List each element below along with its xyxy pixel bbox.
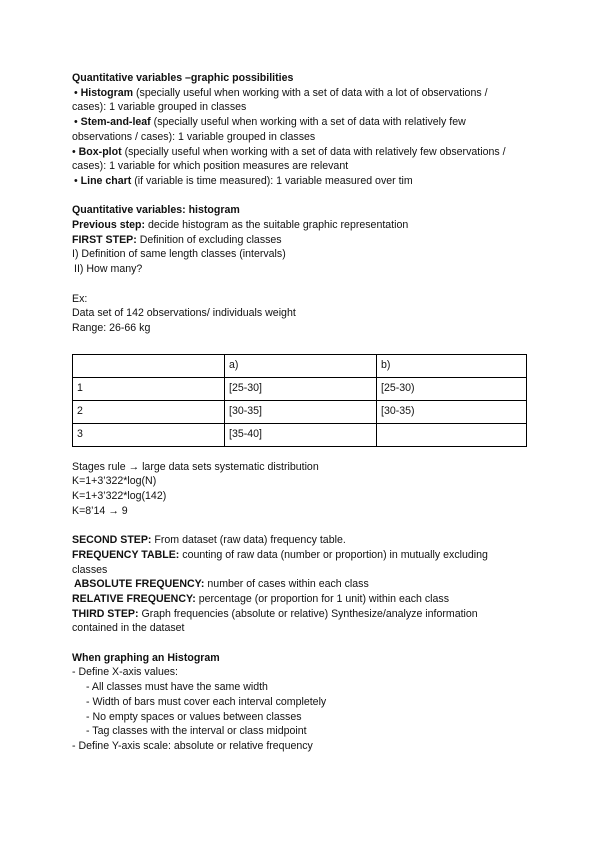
previous-step: Previous step: decide histogram as the suitable graphic representation: [72, 219, 409, 232]
absolute-frequency-def: ABSOLUTE FREQUENCY: number of cases within each class: [74, 578, 369, 591]
table-cell: [30-35): [377, 400, 527, 423]
stages-formula-applied: K=1+3’322*log(142): [72, 490, 167, 503]
list-item: - Width of bars must cover each interval completely: [86, 695, 327, 708]
item-histogram-cont: cases): 1 variable grouped in classes: [72, 101, 247, 114]
example-label: Ex:: [72, 292, 88, 305]
list-item: - All classes must have the same width: [86, 681, 268, 694]
classes-table: [72, 354, 527, 447]
item-box-plot-cont: cases): 1 variable for which position measures are relevant: [72, 160, 349, 173]
graphing-title: When graphing an Histogram: [72, 651, 220, 664]
table-cell: [35-40]: [225, 423, 377, 446]
table-row: [73, 377, 527, 400]
stages-formula: K=1+3’322*log(N): [72, 475, 157, 488]
document-page: [72, 71, 532, 754]
x-axis-heading: - Define X-axis values:: [72, 666, 178, 679]
item-histogram: • Histogram (specially useful when working with a set of data with a lot of observations /: [74, 86, 488, 99]
table-row: [73, 354, 527, 377]
first-step-sub1: I) Definition of same length classes (intervals): [72, 248, 286, 261]
table-row: [73, 423, 527, 446]
table-cell: [377, 423, 527, 446]
item-stem-and-leaf-cont: observations / cases): 1 variable grouped in classes: [72, 130, 316, 143]
table-cell: 1: [73, 377, 225, 400]
list-item: - Tag classes with the interval or class midpoint: [86, 725, 307, 738]
table-row: [73, 400, 527, 423]
third-step: THIRD STEP: Graph frequencies (absolute or relative) Synthesize/analyze information: [72, 607, 478, 620]
stages-rule: Stages rule → large data sets systematic distribution: [72, 460, 319, 473]
table-cell: b): [377, 354, 527, 377]
section-title-histogram: Quantitative variables: histogram: [72, 204, 240, 217]
table-cell: [25-30): [377, 377, 527, 400]
table-cell: [25-30]: [225, 377, 377, 400]
table-cell: 2: [73, 400, 225, 423]
third-step-cont: contained in the dataset: [72, 622, 185, 635]
table-cell: [73, 354, 225, 377]
table-cell: 3: [73, 423, 225, 446]
frequency-table-def: FREQUENCY TABLE: counting of raw data (number or proportion) in mutually excluding: [72, 548, 488, 561]
frequency-table-def-cont: classes: [72, 563, 108, 576]
item-box-plot: • Box-plot (specially useful when working with a set of data with relatively few observations /: [72, 145, 506, 158]
table-cell: [30-35]: [225, 400, 377, 423]
example-range: Range: 26-66 kg: [72, 321, 151, 334]
first-step: FIRST STEP: Definition of excluding classes: [72, 233, 282, 246]
list-item: - No empty spaces or values between classes: [86, 710, 302, 723]
example-dataset: Data set of 142 observations/ individuals weight: [72, 307, 296, 320]
first-step-sub2: II) How many?: [74, 263, 143, 276]
stages-result: K=8’14 → 9: [72, 504, 128, 517]
section-title-graphic-possibilities: Quantitative variables –graphic possibilities: [72, 72, 294, 84]
item-stem-and-leaf: • Stem-and-leaf (specially useful when working with a set of data with relatively few: [74, 116, 466, 129]
table-cell: a): [225, 354, 377, 377]
item-line-chart: • Line chart (if variable is time measured): 1 variable measured over tim: [74, 174, 413, 187]
relative-frequency-def: RELATIVE FREQUENCY: percentage (or proportion for 1 unit) within each class: [72, 592, 450, 605]
y-axis-heading: - Define Y-axis scale: absolute or relative frequency: [72, 739, 313, 752]
second-step: SECOND STEP: From dataset (raw data) frequency table.: [72, 534, 346, 547]
